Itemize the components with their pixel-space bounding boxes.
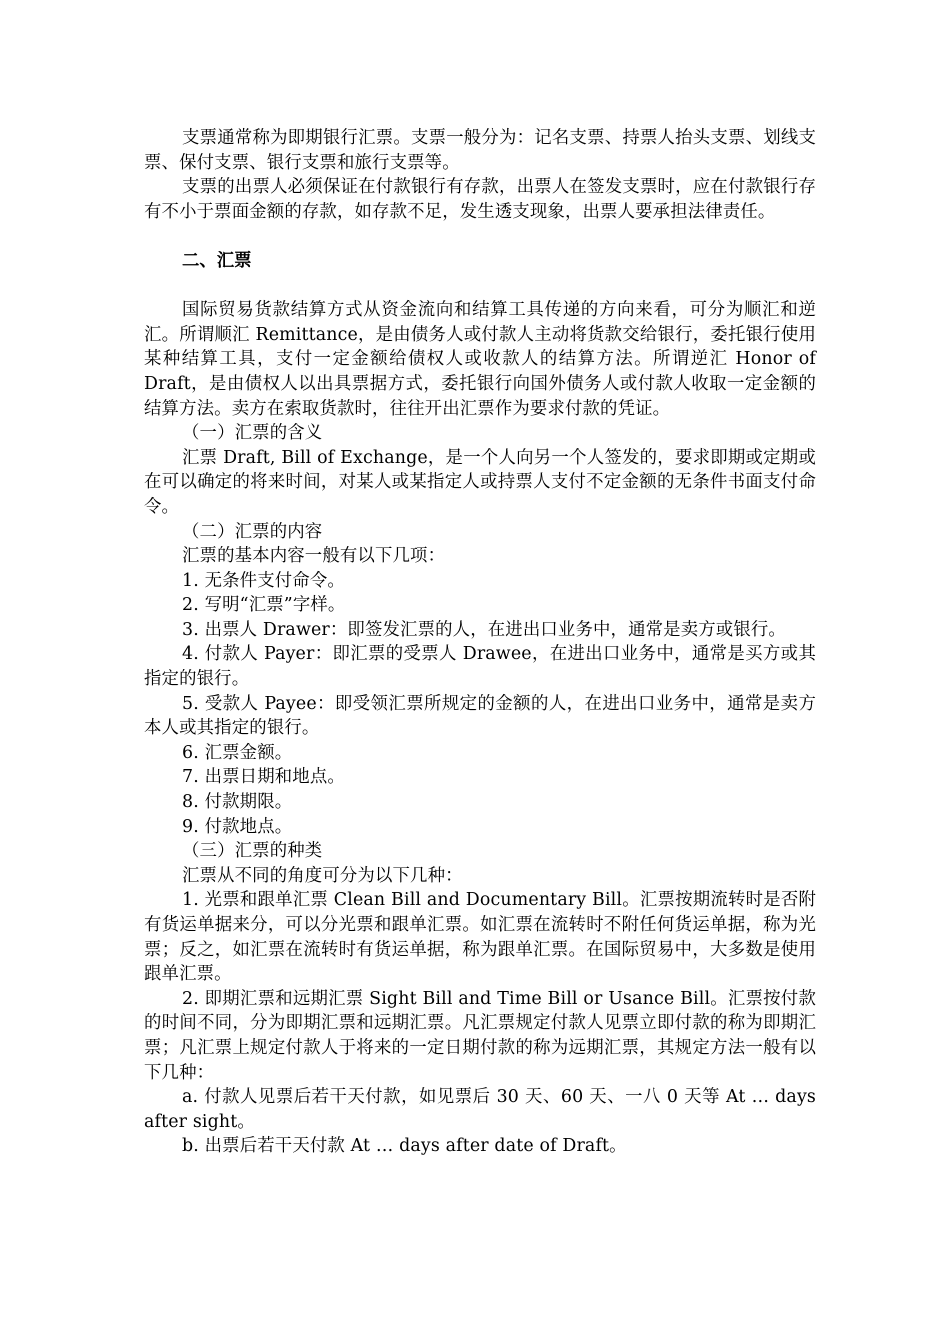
paragraph-contents-lead: 汇票的基本内容一般有以下几项： xyxy=(182,546,446,567)
paragraph-intro: 国际贸易货款结算方式从资金流向和结算工具传递的方向来看，可分为顺汇和逆汇。所谓顺汇 Remittance，是由债务人或付款人主动将货款交给银行，委托银行使用某种结算工具，支付一定金额给债权人或收款人的结算方法。所谓逆汇 Honor of Draft，是由债权人以出具票据方式，委托银行向国外债务人或付款人收取一定金额的结算方法。卖方在索取货款时，往往开出汇票作为要求付款的凭证。 xyxy=(144,300,816,419)
list-item: 1. 无条件支付命令。 xyxy=(182,570,345,591)
subsection-title-definition: （一）汇票的含义 xyxy=(182,423,323,444)
list-item: 7. 出票日期和地点。 xyxy=(182,767,345,788)
paragraph-definition: 汇票 Draft, Bill of Exchange，是一个人向另一个人签发的，要求即期或定期或在可以确定的将来时间，对某人或某指定人或持票人支付不定金额的无条件书面支付命令。 xyxy=(144,447,816,517)
list-item: 8. 付款期限。 xyxy=(182,792,293,813)
list-item: 3. 出票人 Drawer：即签发汇票的人，在进出口业务中，通常是卖方或银行。 xyxy=(182,619,786,640)
document-page xyxy=(144,126,816,1159)
list-item: 6. 汇票金额。 xyxy=(182,742,293,763)
paragraph-cheque-drawer-liability: 支票的出票人必须保证在付款银行有存款，出票人在签发支票时，应在付款银行存有不小于票面金额的存款，如存款不足，发生透支现象，出票人要承担法律责任。 xyxy=(144,177,816,222)
paragraph-types-lead: 汇票从不同的角度可分为以下几种： xyxy=(182,865,463,886)
subsection-title-types: （三）汇票的种类 xyxy=(182,841,323,862)
list-item: 9. 付款地点。 xyxy=(182,816,293,837)
list-item: 5. 受款人 Payee：即受领汇票所规定的金额的人，在进出口业务中，通常是卖方本人或其指定的银行。 xyxy=(144,693,816,739)
blank-line xyxy=(144,274,816,299)
section-heading: 二、汇票 xyxy=(182,250,252,271)
list-item: b. 出票后若干天付款 At … days after date of Draft。 xyxy=(182,1136,627,1157)
list-item: 2. 写明“汇票”字样。 xyxy=(182,595,346,616)
list-item: 4. 付款人 Payer：即汇票的受票人 Drawee，在进出口业务中，通常是买方或其指定的银行。 xyxy=(144,644,816,690)
paragraph-cheque-types: 支票通常称为即期银行汇票。支票一般分为：记名支票、持票人抬头支票、划线支票、保付支票、银行支票和旅行支票等。 xyxy=(144,128,816,173)
list-item: 2. 即期汇票和远期汇票 Sight Bill and Time Bill or Usance Bill。汇票按付款的时间不同，分为即期汇票和远期汇票。凡汇票规定付款人见票立即付款的称为即期汇票；凡汇票上规定付款人于将来的一定日期付款的称为远期汇票，其规定方法一般有以下几种： xyxy=(144,988,816,1083)
list-item: a. 付款人见票后若干天付款，如见票后 30 天、60 天、一八 0 天等 At … days after sight。 xyxy=(144,1087,816,1132)
blank-line xyxy=(144,224,816,249)
list-item: 1. 光票和跟单汇票 Clean Bill and Documentary Bill。汇票按期流转时是否附有货运单据来分，可以分光票和跟单汇票。如汇票在流转时不附任何货运单据，称为光票；反之，如汇票在流转时有货运单据，称为跟单汇票。在国际贸易中，大多数是使用跟单汇票。 xyxy=(144,890,816,985)
subsection-title-contents: （二）汇票的内容 xyxy=(182,521,323,542)
